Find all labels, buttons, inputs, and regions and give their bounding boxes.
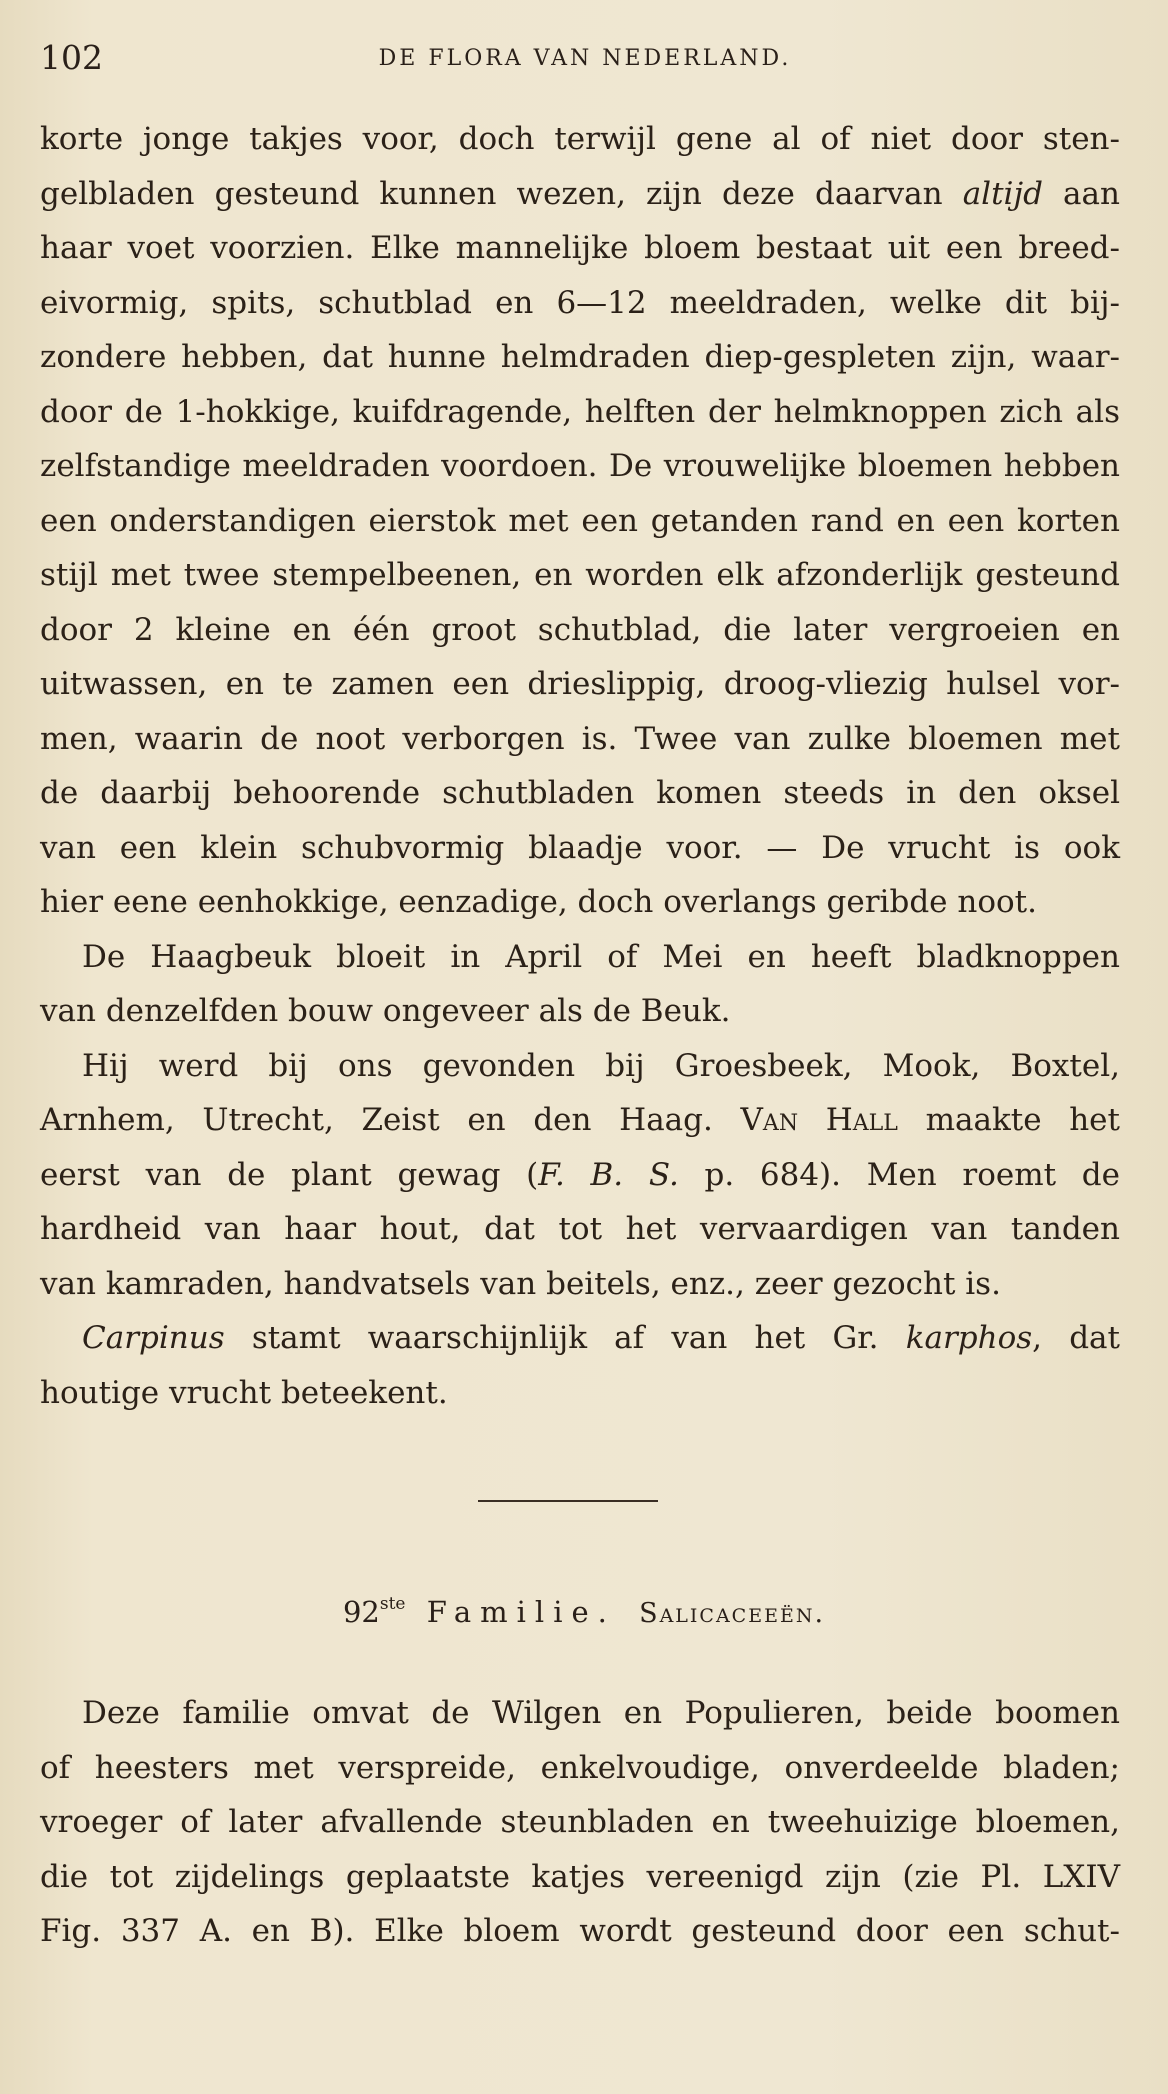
text-span: Arnhem, Utrecht, Zeist en den Haag. bbox=[40, 1102, 741, 1138]
text-line bbox=[40, 1093, 1120, 1148]
text-line: korte jonge takjes voor, doch terwijl gene al of niet door sten- bbox=[40, 121, 1120, 157]
italic-reference: F. B. S. bbox=[538, 1156, 679, 1193]
main-text bbox=[40, 112, 1120, 1420]
text-line: van denzelfden bouw ongeveer als de Beuk. bbox=[40, 993, 731, 1029]
text-line: hier eene eenhokkige, eenzadige, doch overlangs geribde noot. bbox=[40, 884, 1037, 920]
text-line bbox=[40, 1148, 1120, 1203]
text-line: of heesters met verspreide, enkelvoudige, onverdeelde bladen; bbox=[40, 1749, 1120, 1786]
author-name: Van Hall bbox=[740, 1102, 898, 1138]
family-number: 92 bbox=[342, 1595, 380, 1629]
italic-genus: Carpinus bbox=[82, 1320, 225, 1356]
text-line: die tot zijdelings geplaatste katjes vereenigd zijn (zie Pl. LXIV bbox=[40, 1858, 1120, 1895]
running-head: DE FLORA VAN NEDERLAND. bbox=[378, 46, 792, 71]
family-ordinal-suffix: ste bbox=[379, 1594, 406, 1614]
text-span: p. 684). Men roemt de bbox=[678, 1156, 1120, 1193]
section-divider bbox=[478, 1500, 658, 1502]
family-name: Salicaceeën. bbox=[639, 1598, 826, 1629]
page-number: 102 bbox=[40, 38, 103, 77]
page-header bbox=[40, 38, 1130, 78]
family-word: Familie. bbox=[426, 1595, 616, 1629]
text-line: van kamraden, handvatsels van beitels, enz., zeer gezocht is. bbox=[40, 1265, 1001, 1302]
italic-term: altijd bbox=[962, 175, 1043, 212]
text-line: door 2 kleine en één groot schutblad, die later vergroeien en bbox=[40, 611, 1120, 648]
text-line: men, waarin de noot verborgen is. Twee van zulke bloemen met bbox=[40, 720, 1120, 757]
text-line: zondere hebben, dat hunne helmdraden diep-gespleten zijn, waar- bbox=[40, 339, 1120, 375]
text-line: eivormig, spits, schutblad en 6—12 meeldraden, welke dit bij- bbox=[40, 284, 1120, 321]
text-line bbox=[40, 167, 1120, 222]
family-heading bbox=[0, 1594, 1168, 1629]
text-line: houtige vrucht beteekent. bbox=[40, 1374, 448, 1411]
text-line: van een klein schubvormig blaadje voor. — De vrucht is ook bbox=[40, 829, 1120, 866]
text-line: de daarbij behoorende schutbladen komen steeds in den oksel bbox=[40, 775, 1120, 811]
text-line: Deze familie omvat de Wilgen en Populieren, beide boomen bbox=[82, 1695, 1120, 1731]
text-line: stijl met twee stempelbeenen, en worden elk afzonderlijk gesteund bbox=[40, 557, 1120, 593]
text-line: Hij werd bij ons gevonden bij Groesbeek, Mook, Boxtel, bbox=[82, 1047, 1120, 1084]
text-line: haar voet voorzien. Elke mannelijke bloem bestaat uit een breed- bbox=[40, 230, 1120, 266]
family-text bbox=[40, 1686, 1120, 1959]
text-span: aan bbox=[1042, 175, 1120, 212]
text-span: gelbladen gesteund kunnen wezen, zijn deze daarvan bbox=[40, 175, 963, 212]
text-line: zelfstandige meeldraden voordoen. De vrouwelijke bloemen hebben bbox=[40, 448, 1120, 484]
text-span: eerst van de plant gewag ( bbox=[40, 1156, 539, 1193]
text-line bbox=[40, 1311, 1120, 1366]
text-line: vroeger of later afvallende steunbladen en tweehuizige bloemen, bbox=[40, 1804, 1120, 1840]
text-line: De Haagbeuk bloeit in April of Mei en heeft bladknoppen bbox=[82, 938, 1120, 975]
text-line: Fig. 337 A. en B). Elke bloem wordt gesteund door een schut- bbox=[40, 1913, 1120, 1949]
text-line: hardheid van haar hout, dat tot het vervaardigen van tanden bbox=[40, 1211, 1120, 1247]
text-span: maakte het bbox=[897, 1102, 1120, 1138]
text-span: , dat bbox=[1032, 1320, 1120, 1356]
italic-greek-word: karphos bbox=[905, 1320, 1033, 1356]
text-line: een onderstandigen eierstok met een getanden rand en een korten bbox=[40, 502, 1120, 539]
text-line: door de 1-hokkige, kuifdragende, helften der helmknoppen zich als bbox=[40, 393, 1120, 430]
text-span: stamt waarschijnlijk af van het Gr. bbox=[224, 1320, 906, 1356]
text-line: uitwassen, en te zamen een drieslippig, droog-vliezig hulsel vor- bbox=[40, 666, 1120, 702]
